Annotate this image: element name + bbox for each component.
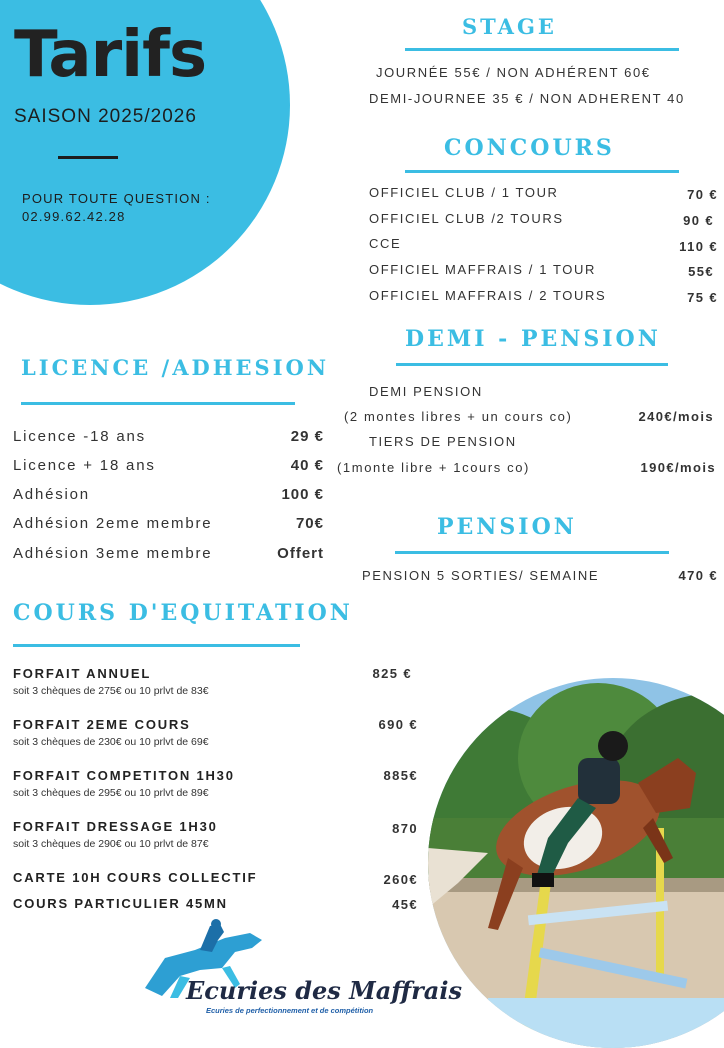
cours-item-label: FORFAIT COMPETITON 1H30 [13, 768, 235, 783]
licence-item-label: Adhésion 3eme membre [13, 545, 213, 562]
concours-item-label: OFFICIEL CLUB / 1 TOUR [369, 185, 559, 200]
concours-item-label: CCE [369, 236, 402, 251]
pension-title: PENSION [437, 514, 577, 540]
cours-item-label: FORFAIT 2EME COURS [13, 717, 191, 732]
licence-item-label: Licence -18 ans [13, 428, 146, 445]
licence-title: LICENCE /ADHESION [21, 355, 330, 380]
phone-number[interactable]: 02.99.62.42.28 [22, 209, 126, 224]
demi-pension-detail: (2 montes libres + un cours co) [344, 409, 573, 424]
licence-item-price: 100 € [281, 486, 324, 503]
logo-tagline: Ecuries de perfectionnement et de compétition [206, 1006, 374, 1015]
pension-price: 470 € [678, 568, 718, 583]
licence-item-label: Licence + 18 ans [13, 457, 156, 474]
page-title: Tarifs [14, 18, 207, 92]
stage-title: STAGE [462, 14, 557, 39]
cours-item-label: FORFAIT DRESSAGE 1H30 [13, 819, 218, 834]
concours-item-price: 90 € [683, 213, 714, 228]
concours-rule [405, 170, 679, 173]
stage-rule [405, 48, 679, 51]
cours-item-price: 885€ [383, 768, 418, 783]
season-label: SAISON 2025/2026 [14, 106, 197, 127]
concours-item-price: 55€ [688, 264, 714, 279]
cours-item-label: CARTE 10H COURS COLLECTIF [13, 870, 258, 885]
cours-item-label: FORFAIT ANNUEL [13, 666, 152, 681]
cours-item-price: 870 [392, 821, 418, 836]
photo-illustration [428, 678, 724, 1048]
tiers-pension-detail: (1monte libre + 1cours co) [337, 460, 530, 475]
concours-item-label: OFFICIEL CLUB /2 TOURS [369, 211, 564, 226]
demi-pension-title: DEMI - PENSION [405, 326, 661, 352]
stage-line-demi: DEMI-JOURNEE 35 € / NON ADHERENT 40 [369, 91, 685, 106]
title-divider [58, 156, 118, 159]
cours-title: COURS D'EQUITATION [13, 600, 353, 626]
cours-item-payment: soit 3 chèques de 290€ ou 10 prlvt de 87€ [13, 838, 209, 850]
concours-item-price: 70 € [687, 187, 718, 202]
concours-item-label: OFFICIEL MAFFRAIS / 2 TOURS [369, 288, 607, 303]
cours-item-price: 45€ [392, 897, 418, 912]
concours-title: CONCOURS [444, 135, 615, 161]
demi-pension-label: DEMI PENSION [369, 384, 483, 399]
cours-item-payment: soit 3 chèques de 230€ ou 10 prlvt de 69€ [13, 736, 209, 748]
pension-label: PENSION 5 SORTIES/ SEMAINE [362, 568, 600, 583]
stage-line-journee: JOURNÉE 55€ / NON ADHÉRENT 60€ [376, 65, 651, 80]
contact-block [22, 190, 211, 226]
cours-item-label: COURS PARTICULIER 45MN [13, 896, 228, 911]
logo-name: Ecuries des Maffrais [186, 976, 462, 1005]
tiers-pension-price: 190€/mois [640, 460, 716, 475]
demi-pension-price: 240€/mois [638, 409, 714, 424]
cours-item-payment: soit 3 chèques de 275€ ou 10 prlvt de 83€ [13, 685, 209, 697]
licence-item-price: 70€ [295, 515, 324, 532]
tiers-pension-label: TIERS DE PENSION [369, 434, 517, 449]
demi-pension-rule [396, 363, 668, 366]
rider-jumping-photo [428, 678, 724, 1048]
concours-item-price: 75 € [687, 290, 718, 305]
cours-rule [13, 644, 300, 647]
question-label: POUR TOUTE QUESTION : [22, 191, 211, 206]
concours-item-price: 110 € [679, 239, 718, 254]
concours-item-label: OFFICIEL MAFFRAIS / 1 TOUR [369, 262, 596, 277]
pension-rule [395, 551, 669, 554]
cours-item-payment: soit 3 chèques de 295€ ou 10 prlvt de 89€ [13, 787, 209, 799]
licence-item-label: Adhésion [13, 486, 90, 503]
licence-item-price: 40 € [290, 457, 324, 474]
licence-item-price: 29 € [290, 428, 324, 445]
cours-item-price: 690 € [378, 717, 418, 732]
cours-item-price: 260€ [383, 872, 418, 887]
licence-item-label: Adhésion 2eme membre [13, 515, 213, 532]
licence-item-price: Offert [277, 545, 324, 562]
licence-rule [21, 402, 295, 405]
cours-item-price: 825 € [372, 666, 412, 681]
